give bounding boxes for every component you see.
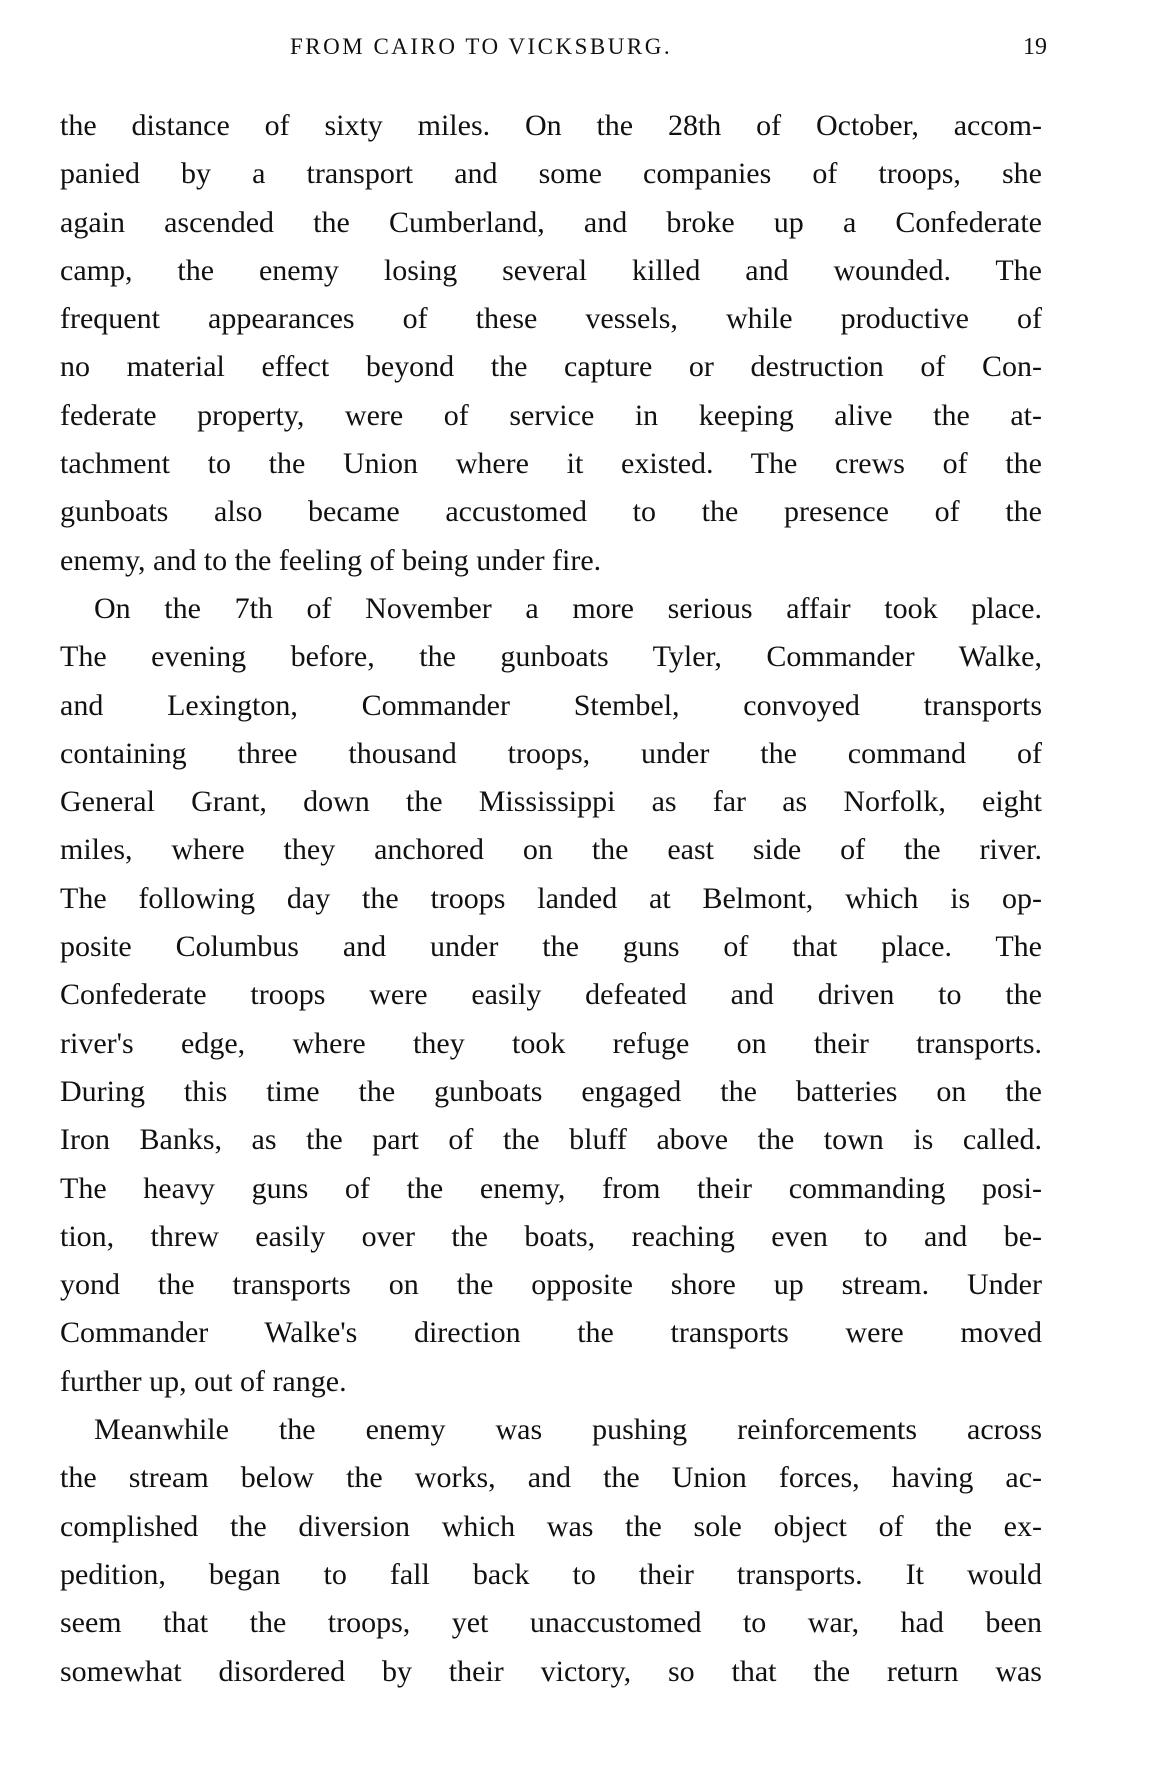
- text-line: Confederate troops were easily defeated and driven to the: [60, 978, 1042, 1012]
- running-head: [62, 34, 1047, 74]
- paragraph: [60, 1406, 1042, 1696]
- text-line: and Lexington, Commander Stembel, convoyed transports: [60, 688, 1042, 722]
- text-line: again ascended the Cumberland, and broke up a Confederate: [60, 205, 1042, 239]
- text-line: tachment to the Union where it existed. The crews of the: [60, 447, 1042, 481]
- text-line: pedition, began to fall back to their transports. It would: [60, 1557, 1042, 1591]
- text-line: The heavy guns of the enemy, from their commanding posi-: [60, 1171, 1042, 1205]
- text-line: The evening before, the gunboats Tyler, Commander Walke,: [60, 640, 1042, 674]
- text-line: the stream below the works, and the Union forces, having ac-: [60, 1461, 1042, 1495]
- text-line: further up, out of range.: [60, 1364, 347, 1398]
- text-line: miles, where they anchored on the east side of the river.: [60, 833, 1042, 867]
- text-line: the distance of sixty miles. On the 28th of October, accom-: [60, 109, 1042, 142]
- text-line: frequent appearances of these vessels, while productive of: [60, 302, 1042, 336]
- text-line: somewhat disordered by their victory, so that the return was: [60, 1654, 1042, 1688]
- text-line: river's edge, where they took refuge on their transports.: [60, 1026, 1042, 1060]
- text-line: tion, threw easily over the boats, reaching even to and be-: [60, 1219, 1042, 1253]
- text-line: Meanwhile the enemy was pushing reinforcements across: [94, 1413, 1042, 1447]
- paragraph: [60, 585, 1042, 1406]
- text-line: Iron Banks, as the part of the bluff above the town is called.: [60, 1123, 1042, 1157]
- text-line: containing three thousand troops, under the command of: [60, 736, 1042, 770]
- text-line: During this time the gunboats engaged the batteries on the: [60, 1074, 1042, 1108]
- body-text: [60, 102, 1042, 1696]
- text-line: federate property, were of service in keeping alive the at-: [60, 398, 1042, 432]
- text-line: no material effect beyond the capture or destruction of Con-: [60, 350, 1042, 384]
- text-line: seem that the troops, yet unaccustomed to war, had been: [60, 1606, 1042, 1640]
- text-line: Commander Walke's direction the transports were moved: [60, 1316, 1042, 1350]
- text-line: enemy, and to the feeling of being under fire.: [60, 543, 602, 577]
- paragraph: [60, 102, 1042, 585]
- text-line: posite Columbus and under the guns of that place. The: [60, 930, 1042, 964]
- text-line: The following day the troops landed at Belmont, which is op-: [60, 881, 1042, 915]
- text-line: camp, the enemy losing several killed and wounded. The: [60, 253, 1042, 287]
- text-line: panied by a transport and some companies of troops, she: [60, 157, 1042, 191]
- running-head-title: FROM CAIRO TO VICKSBURG.: [290, 34, 673, 59]
- page-number: 19: [1023, 34, 1047, 60]
- text-line: yond the transports on the opposite shore up stream. Under: [60, 1268, 1042, 1302]
- text-line: complished the diversion which was the sole object of the ex-: [60, 1509, 1042, 1543]
- text-line: On the 7th of November a more serious affair took place.: [94, 591, 1042, 625]
- text-line: gunboats also became accustomed to the presence of the: [60, 495, 1042, 529]
- text-line: General Grant, down the Mississippi as far as Norfolk, eight: [60, 785, 1042, 819]
